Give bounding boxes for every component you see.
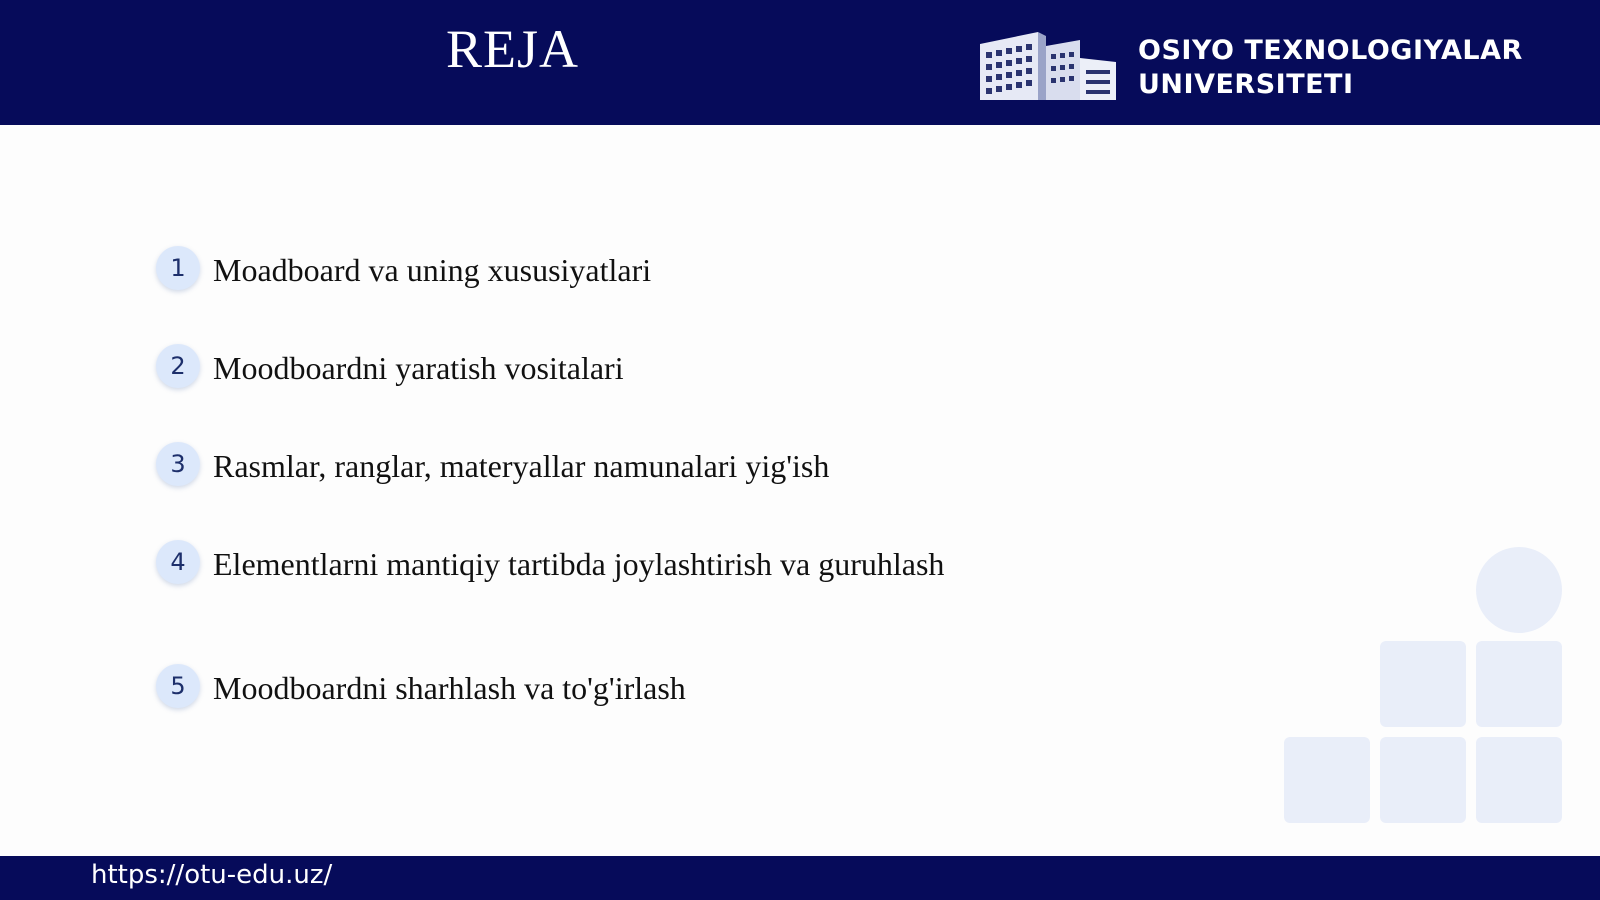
slide-title: REJA	[446, 19, 580, 79]
agenda-number-badge: 2	[156, 344, 200, 388]
agenda-item-text: Moodboardni yaratish vositalari	[213, 350, 624, 386]
agenda-item-text: Moodboardni sharhlash va to'g'irlash	[213, 670, 686, 706]
agenda-item-text: Moadboard va uning xususiyatlari	[213, 252, 652, 288]
watermark-square	[1476, 737, 1562, 823]
footer-url-link[interactable]: https://otu-edu.uz/	[91, 860, 333, 890]
agenda-number-badge: 4	[156, 540, 200, 584]
university-name-line2: UNIVERSITETI	[1138, 69, 1354, 100]
watermark-square	[1476, 641, 1562, 727]
watermark-circle	[1476, 547, 1562, 633]
agenda-number-badge: 3	[156, 442, 200, 486]
agenda-item-text: Rasmlar, ranglar, materyallar namunalari yig'ish	[213, 448, 830, 484]
agenda-number-badge: 1	[156, 246, 200, 290]
watermark-square	[1284, 737, 1370, 823]
watermark-square	[1380, 641, 1466, 727]
footer-bar	[0, 856, 1600, 900]
watermark-square	[1380, 737, 1466, 823]
university-name-line1: OSIYO TEXNOLOGIYALAR	[1138, 35, 1523, 66]
agenda-number-badge: 5	[156, 664, 200, 708]
decorative-watermark-shape	[1280, 545, 1570, 825]
agenda-item-text: Elementlarni mantiqiy tartibda joylashtirish va guruhlash	[213, 546, 945, 582]
